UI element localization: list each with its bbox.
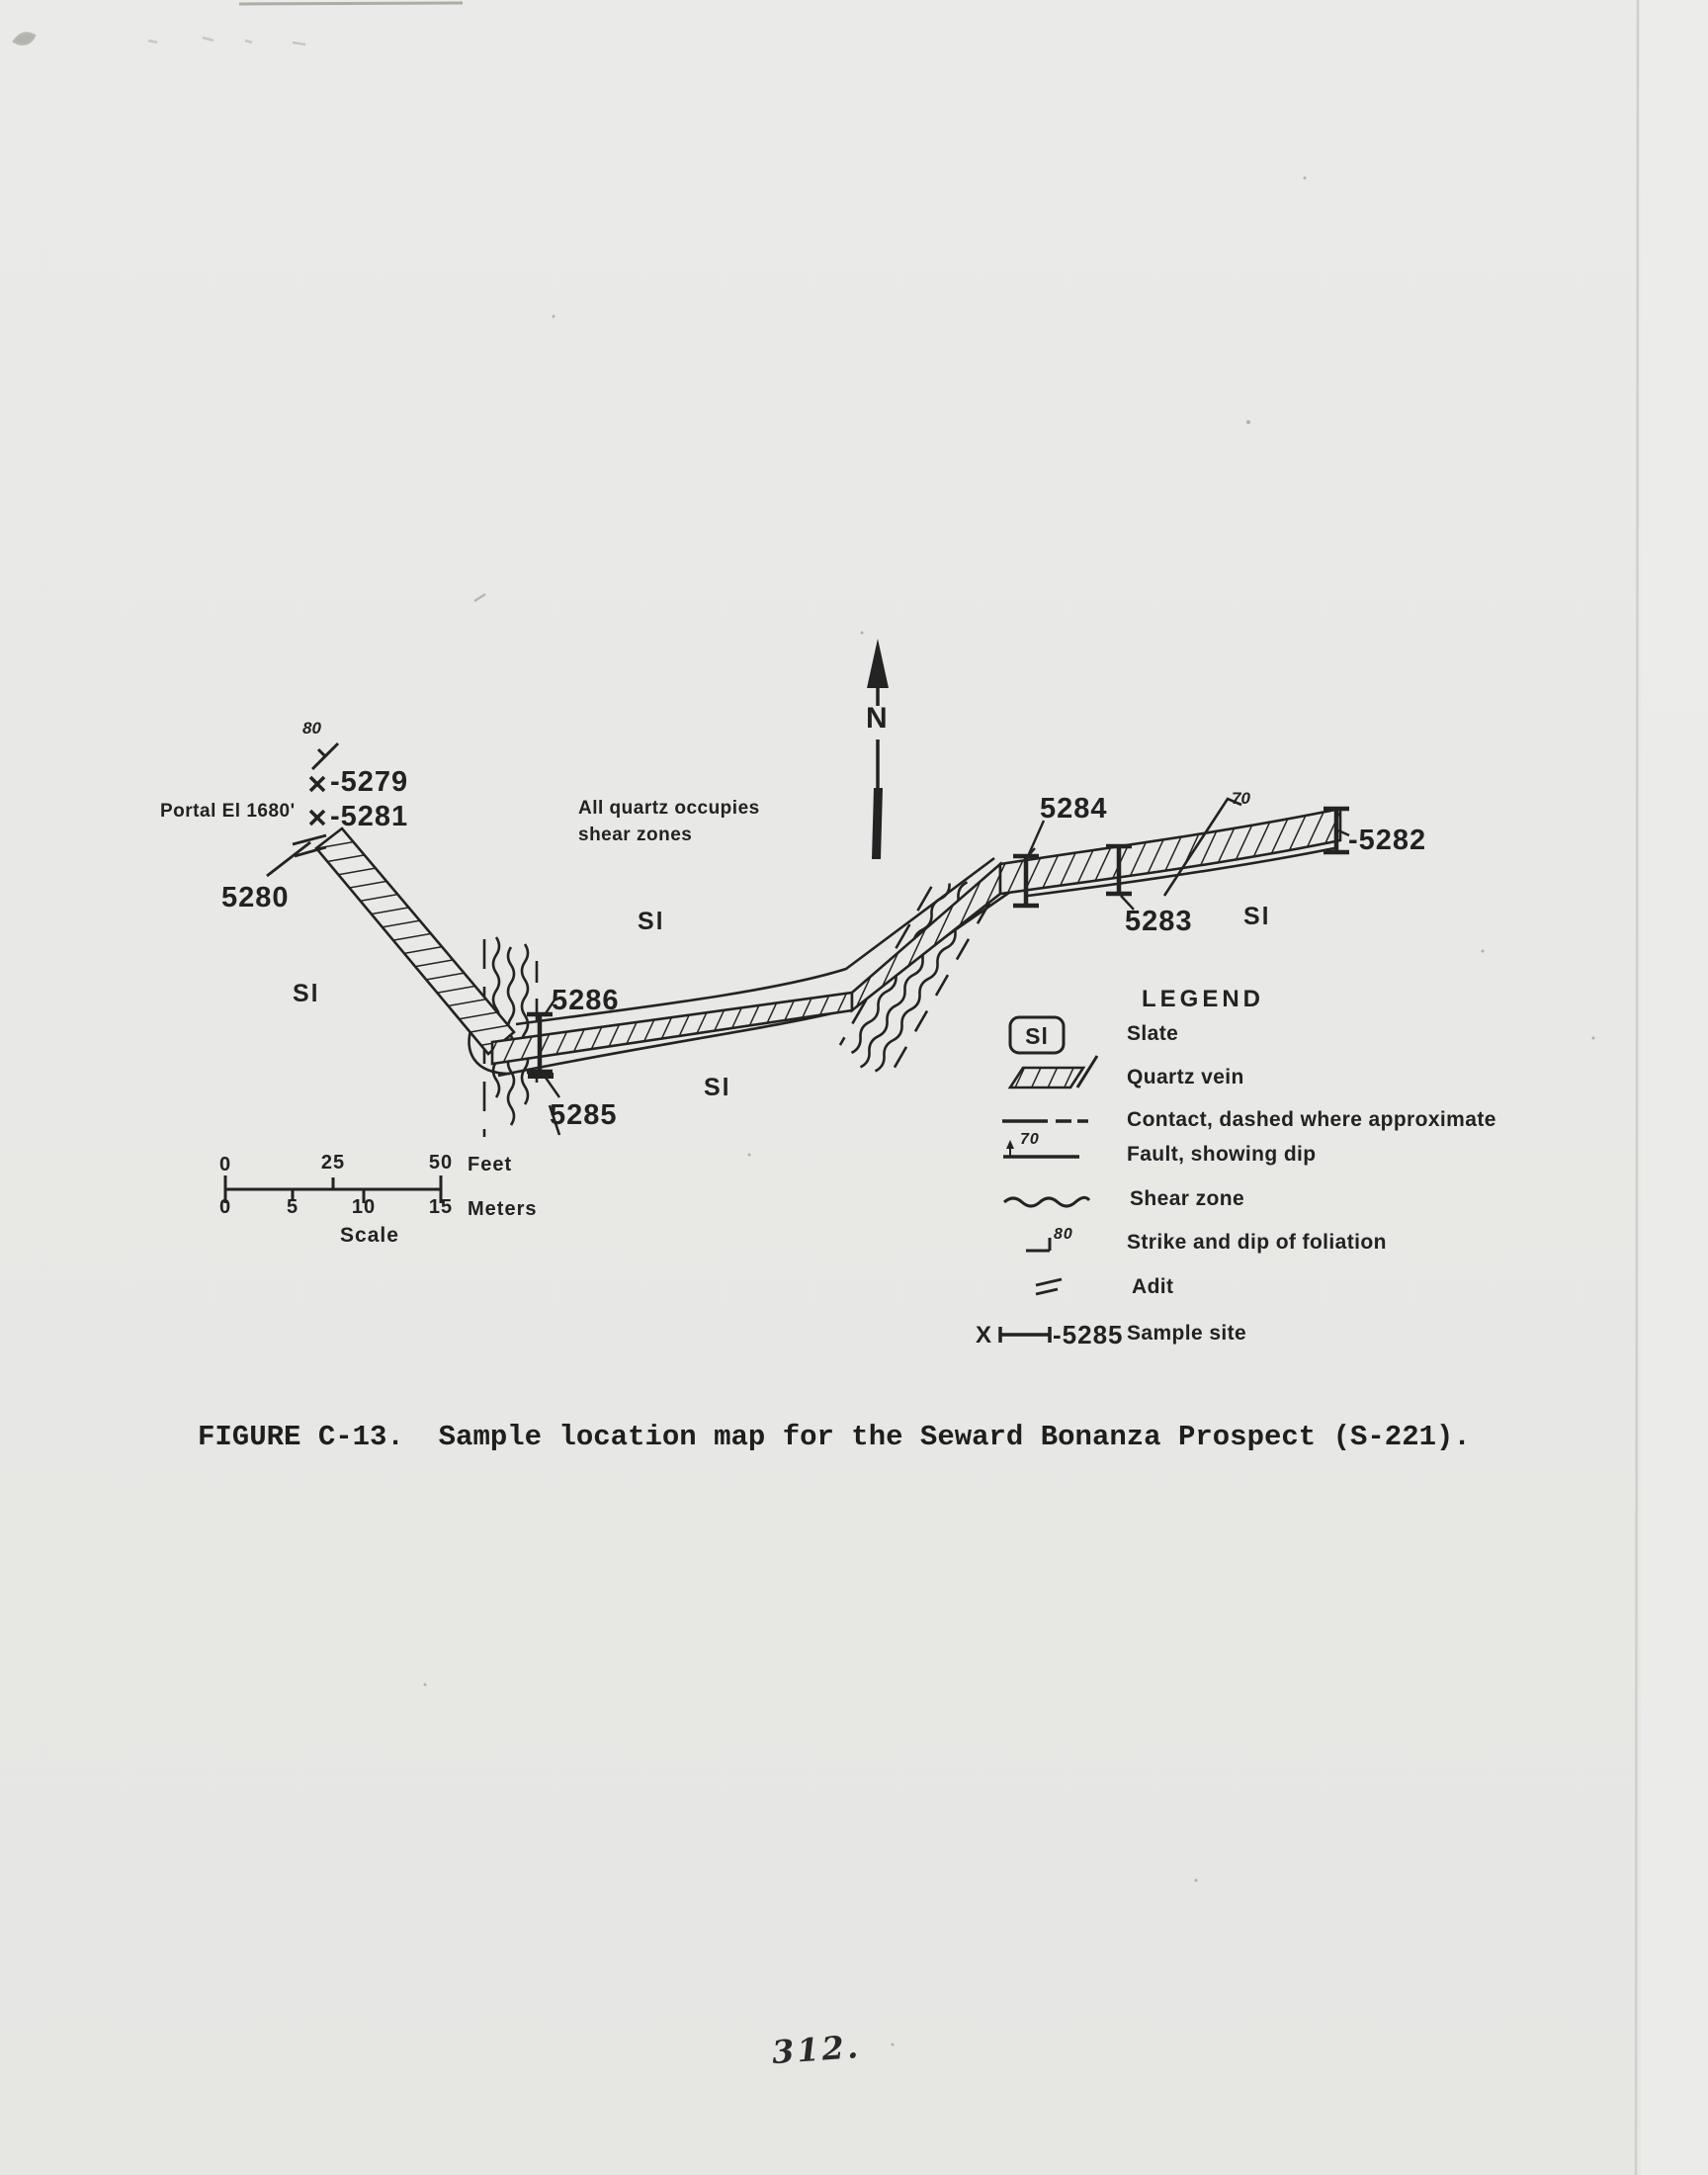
sample-label-5282: -5282 [1348,825,1427,856]
scale-feet-tick-50: 50 [428,1152,454,1174]
scale-meters-tick-10: 10 [351,1196,377,1218]
scale-feet-unit: Feet [468,1154,513,1175]
north-arrow [867,639,889,859]
legend-title: LEGEND [1142,986,1265,1012]
foliation-dip-value: 80 [302,719,321,738]
figure-caption: FIGURE C-13. Sample location map for the Seward Bonanza Prospect (S-221). [198,1421,1471,1453]
page-number: 312. [770,2027,863,2072]
scale-meters-tick-5: 5 [286,1196,299,1218]
scale-meters-tick-15: 15 [428,1196,454,1218]
sample-label-5286: 5286 [552,985,620,1016]
legend-fault-symbol [1003,1140,1079,1157]
legend-sample-number: -5285 [1053,1320,1124,1349]
scale-feet-tick-25: 25 [320,1152,346,1174]
sample-label-5284: 5284 [1040,793,1108,825]
sample-label-5281: -5281 [330,801,409,832]
sample-label-5283: 5283 [1125,906,1193,937]
map-note-line2: shear zones [578,825,693,845]
legend-item-contact: Contact, dashed where approximate [1127,1108,1496,1131]
map-note [578,795,760,848]
scan-artifacts [14,3,485,601]
scale-title: Scale [340,1224,399,1247]
unit-label-slate-left: Sl [293,980,320,1007]
legend-item-shear-zone: Shear zone [1130,1187,1245,1210]
unit-label-slate-right: Sl [1243,903,1271,930]
legend-shear-symbol [1004,1197,1089,1206]
legend-foliation-dip: 80 [1054,1226,1073,1243]
legend-item-adit: Adit [1132,1275,1174,1298]
fault-dip-value: 70 [1232,789,1250,808]
legend-sample-symbol [1000,1327,1050,1343]
legend-item-slate: Slate [1127,1022,1179,1045]
sample-label-5285: 5285 [550,1099,618,1131]
scale-meters-tick-0: 0 [218,1196,232,1218]
unit-label-slate-center: Sl [638,908,665,935]
legend-quartz-symbol [1010,1056,1097,1088]
adit-symbol [267,835,326,876]
legend-item-quartz-vein: Quartz vein [1127,1066,1244,1088]
legend-foliation-symbol [1026,1238,1050,1251]
scale-meters-unit: Meters [468,1198,538,1220]
legend-item-sample-site: Sample site [1127,1322,1247,1345]
quartz-vein-slope [852,864,1000,1010]
legend-sample-x: X [976,1322,993,1348]
sample-x-marks [310,777,324,825]
unit-label-slate-bottom: Sl [704,1074,731,1101]
map-note-line1: All quartz occupies [578,798,760,819]
legend-adit-symbol [1036,1279,1062,1294]
portal-label: Portal El 1680' [160,801,296,822]
scale-bar [225,1175,441,1203]
legend-item-fault: Fault, showing dip [1127,1143,1317,1166]
page-right-edge [1636,0,1708,2175]
legend-fault-dip: 70 [1020,1131,1040,1148]
north-label: N [866,702,888,735]
sample-label-5280: 5280 [221,882,290,914]
sample-x-5281 [310,811,324,825]
sample-x-5279 [310,777,324,791]
legend-slate-abbrev: Sl [1025,1023,1049,1049]
legend-symbols [1000,1017,1097,1343]
sample-label-5279: -5279 [330,766,409,798]
scale-feet-tick-0: 0 [218,1154,232,1175]
legend-item-foliation: Strike and dip of foliation [1127,1231,1387,1254]
